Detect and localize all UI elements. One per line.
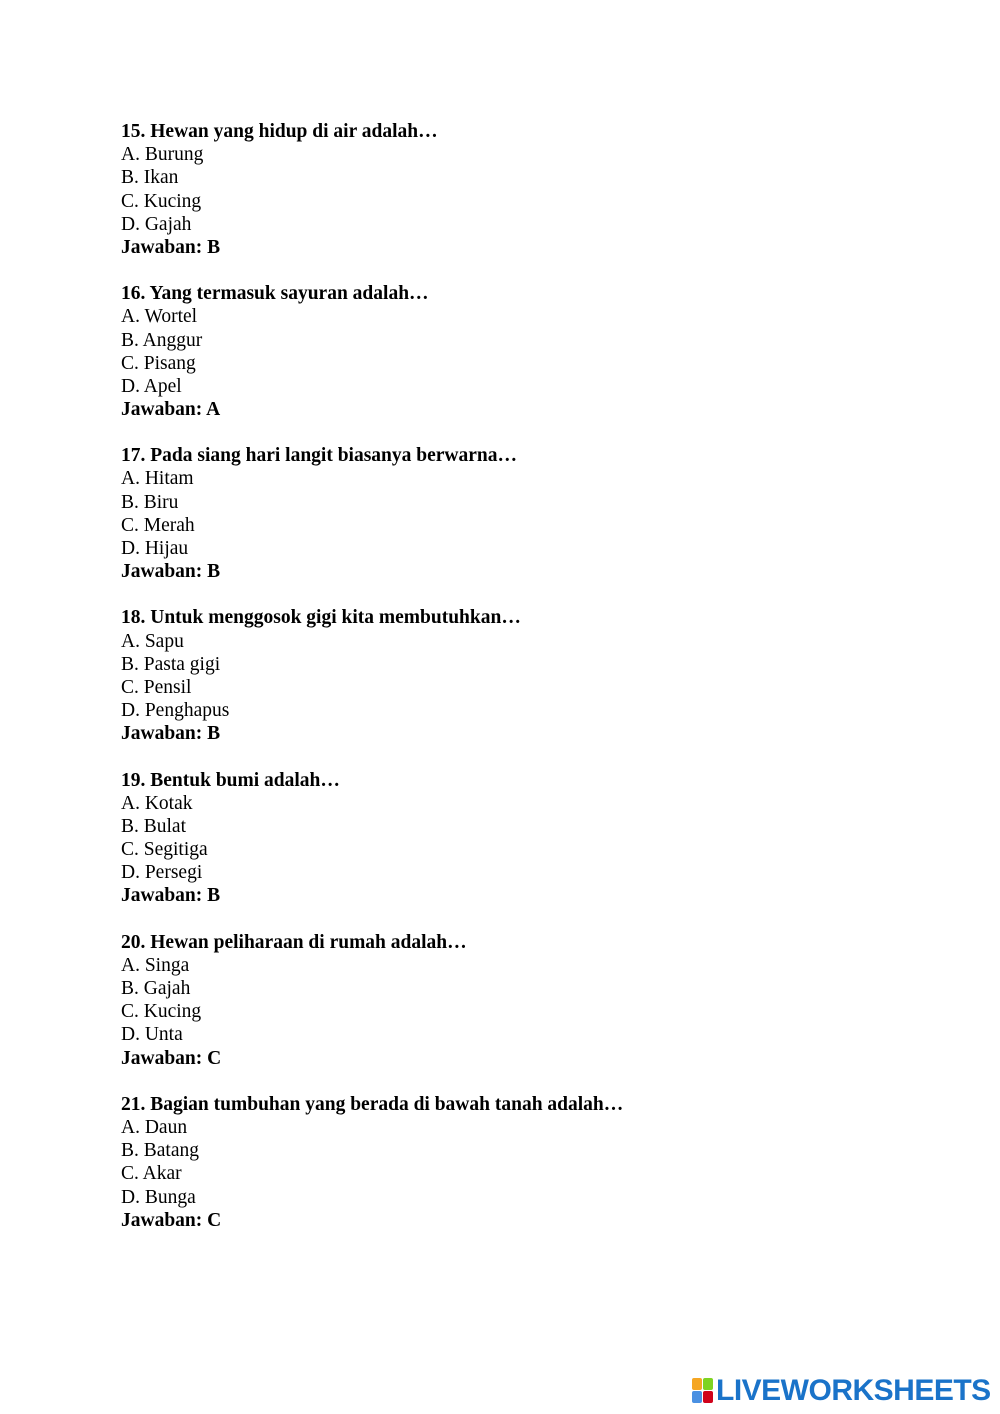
- option-b: B. Batang: [121, 1140, 199, 1162]
- option-d: D. Penghapus: [121, 700, 230, 722]
- question-title: 19. Bentuk bumi adalah…: [121, 769, 340, 791]
- liveworksheets-logo-icon: [692, 1378, 714, 1404]
- question-title: 21. Bagian tumbuhan yang berada di bawah tanah adalah…: [121, 1093, 624, 1115]
- answer-key: Jawaban: B: [121, 723, 221, 745]
- option-a: A. Burung: [121, 144, 204, 166]
- question-title: 18. Untuk menggosok gigi kita membutuhkan…: [121, 607, 521, 629]
- brand-name: LIVEWORKSHEETS: [716, 1374, 991, 1407]
- option-a: A. Daun: [121, 1116, 188, 1138]
- option-b: B. Biru: [121, 491, 179, 513]
- question-17: [121, 444, 941, 583]
- answer-key: Jawaban: C: [121, 1047, 222, 1069]
- question-16: [121, 282, 941, 421]
- question-title: 15. Hewan yang hidup di air adalah…: [121, 121, 438, 142]
- worksheet-page: [121, 120, 941, 1255]
- question-title: 16. Yang termasuk sayuran adalah…: [121, 283, 429, 305]
- answer-key: Jawaban: B: [121, 885, 221, 907]
- question-title: 17. Pada siang hari langit biasanya berwarna…: [121, 445, 518, 467]
- liveworksheets-logo: [692, 1376, 991, 1406]
- option-c: C. Pensil: [121, 676, 192, 698]
- option-d: D. Apel: [121, 375, 182, 397]
- option-c: C. Kucing: [121, 190, 202, 212]
- question-19: [121, 769, 941, 908]
- option-b: B. Ikan: [121, 167, 179, 189]
- option-c: C. Pisang: [121, 352, 196, 374]
- option-a: A. Wortel: [121, 306, 198, 328]
- question-15: [121, 120, 941, 259]
- answer-key: Jawaban: B: [121, 236, 221, 258]
- option-d: D. Hijau: [121, 538, 189, 559]
- question-18: [121, 606, 941, 745]
- option-a: A. Hitam: [121, 468, 194, 490]
- option-c: C. Kucing: [121, 1001, 202, 1023]
- answer-key: Jawaban: A: [121, 399, 221, 421]
- question-20: [121, 931, 941, 1070]
- option-a: A. Sapu: [121, 630, 184, 652]
- option-d: D. Persegi: [121, 862, 203, 884]
- option-b: B. Anggur: [121, 329, 203, 351]
- option-a: A. Singa: [121, 954, 190, 976]
- question-title: 20. Hewan peliharaan di rumah adalah…: [121, 931, 467, 953]
- answer-key: Jawaban: C: [121, 1209, 222, 1231]
- option-b: B. Gajah: [121, 978, 191, 999]
- answer-key: Jawaban: B: [121, 561, 221, 583]
- option-c: C. Merah: [121, 514, 195, 536]
- option-d: D. Unta: [121, 1024, 183, 1046]
- option-c: C. Segitiga: [121, 839, 208, 861]
- question-21: [121, 1093, 941, 1232]
- option-b: B. Bulat: [121, 815, 187, 837]
- option-b: B. Pasta gigi: [121, 653, 221, 675]
- option-a: A. Kotak: [121, 792, 193, 814]
- option-d: D. Gajah: [121, 213, 192, 235]
- option-c: C. Akar: [121, 1163, 182, 1185]
- option-d: D. Bunga: [121, 1186, 196, 1208]
